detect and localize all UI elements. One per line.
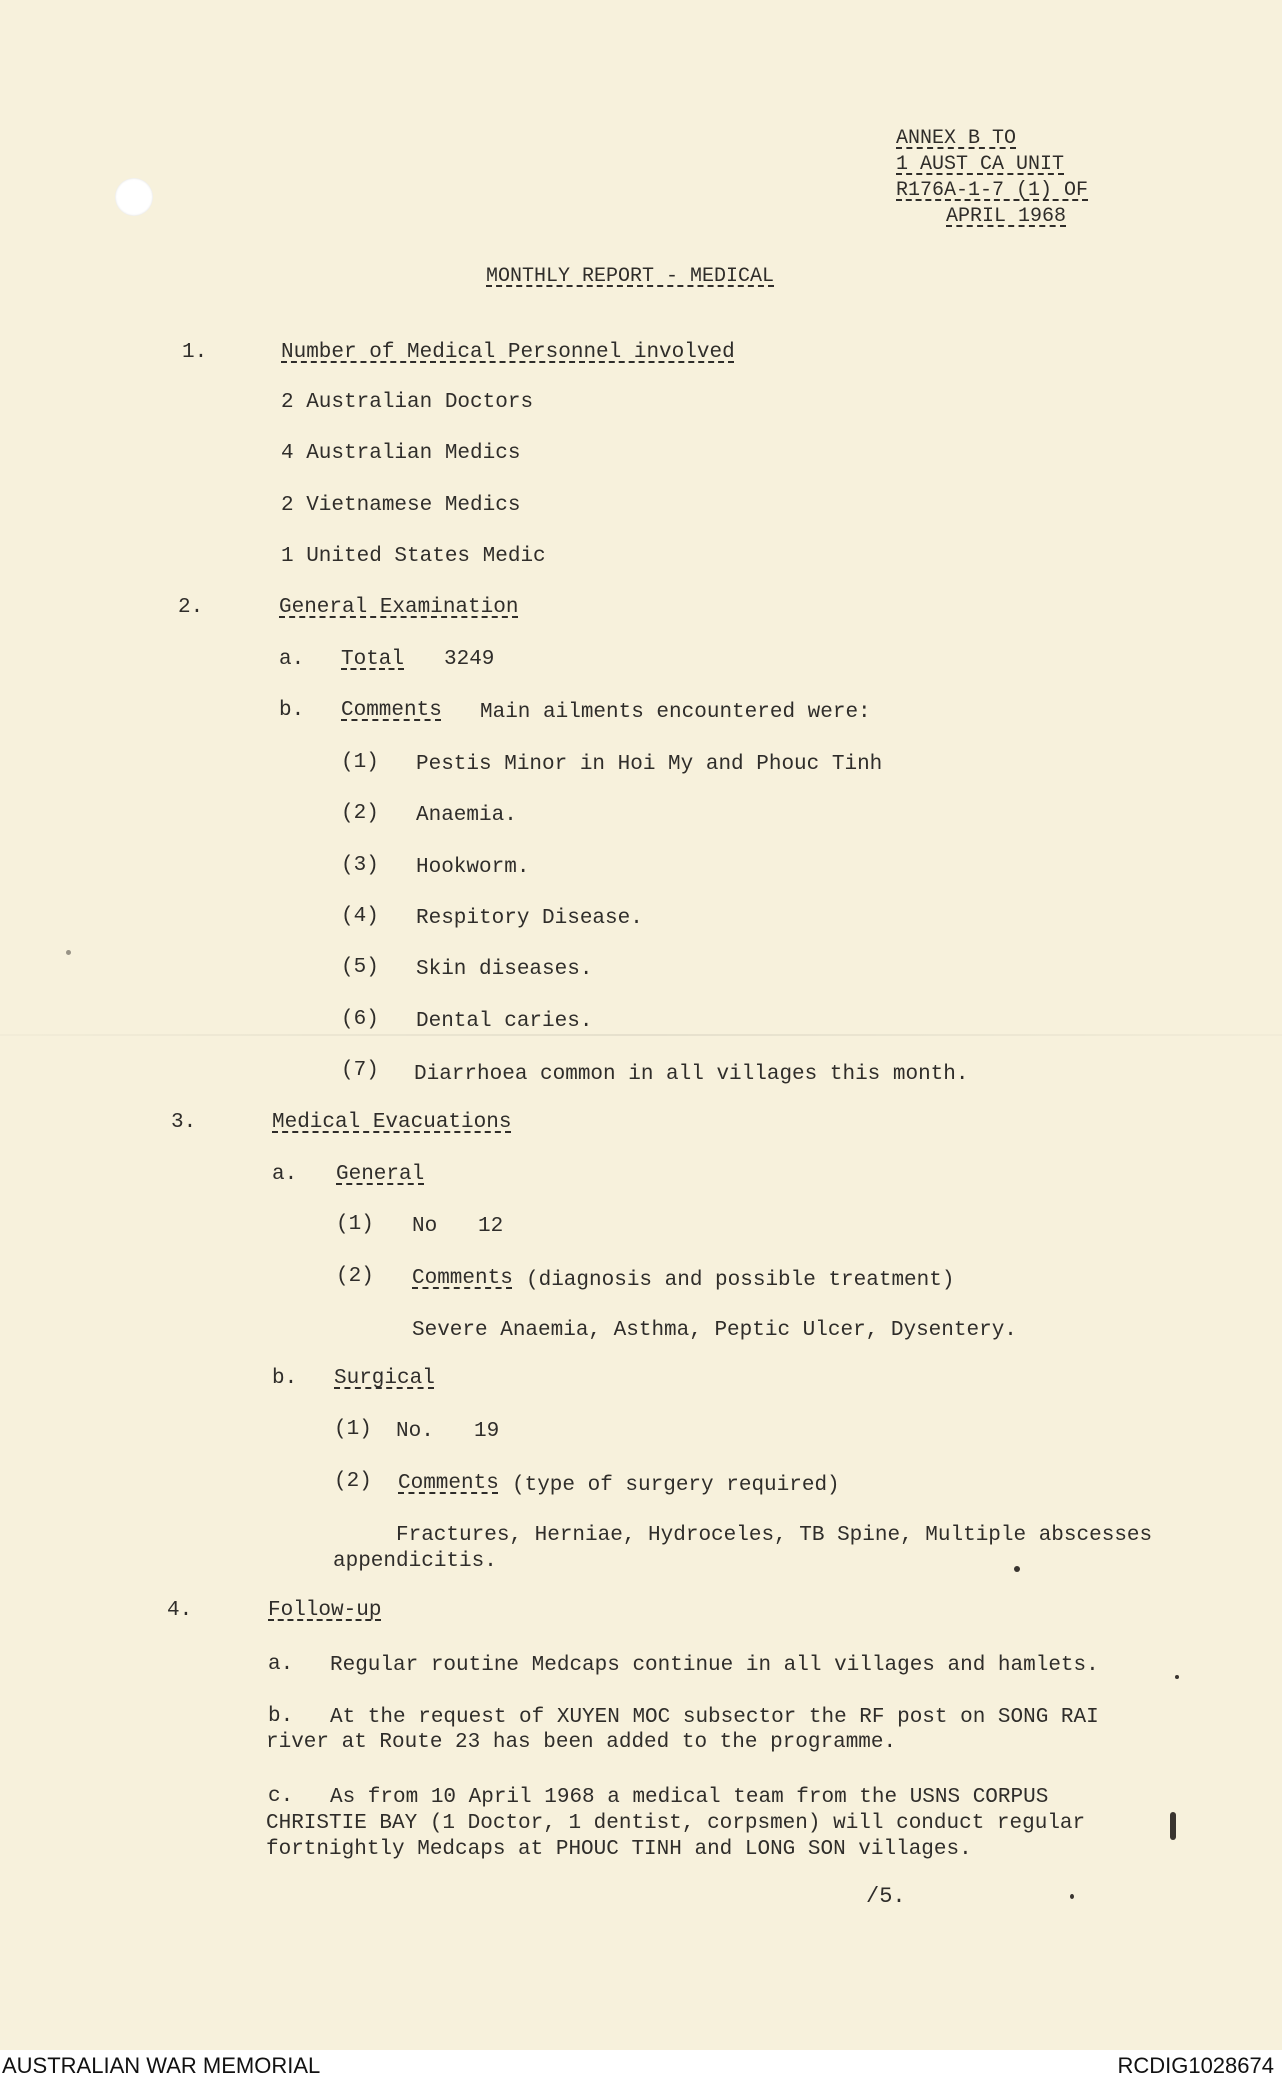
ailment-text: Pestis Minor in Hoi My and Phouc Tinh	[416, 753, 883, 776]
comments-text: (type of surgery required)	[512, 1474, 840, 1497]
ink-speck	[66, 950, 71, 955]
section-4-heading: Follow-up	[268, 1599, 382, 1622]
item-letter: b.	[279, 699, 305, 722]
item-letter: a.	[279, 648, 305, 671]
comments-label: Comments	[341, 699, 442, 722]
general-label: General	[336, 1163, 425, 1186]
ink-speck	[1070, 1894, 1074, 1899]
ailment-number: (7)	[341, 1059, 379, 1082]
no-label: No.	[396, 1420, 434, 1443]
ailment-text: Skin diseases.	[416, 958, 593, 981]
personnel-item: 2 Vietnamese Medics	[281, 494, 521, 517]
ailment-number: (4)	[341, 905, 379, 928]
ailment-number: (1)	[341, 751, 379, 774]
section-2-number: 2.	[178, 596, 204, 619]
surgical-detail: appendicitis.	[333, 1550, 497, 1573]
ailment-text: Hookworm.	[416, 856, 530, 879]
section-1-heading: Number of Medical Personnel involved	[281, 341, 735, 364]
ailment-text: Respitory Disease.	[416, 907, 643, 930]
section-2-heading: General Examination	[279, 596, 519, 619]
ailment-number: (2)	[341, 802, 379, 825]
no-label: No	[412, 1215, 438, 1238]
ailment-number: (5)	[341, 956, 379, 979]
item-letter: a.	[272, 1163, 298, 1186]
personnel-item: 4 Australian Medics	[281, 442, 521, 465]
follow-up-text: river at Route 23 has been added to the programme.	[266, 1731, 897, 1754]
section-3-heading: Medical Evacuations	[272, 1111, 512, 1134]
follow-up-text: Regular routine Medcaps continue in all villages and hamlets.	[330, 1654, 1099, 1677]
footer-source: AUSTRALIAN WAR MEMORIAL	[2, 2053, 321, 2078]
ailment-number: (6)	[341, 1008, 379, 1031]
total-label: Total	[341, 648, 405, 671]
punch-hole	[115, 178, 153, 216]
annex-line-4: APRIL 1968	[946, 205, 1067, 228]
follow-up-text: fortnightly Medcaps at PHOUC TINH and LONG SON villages.	[266, 1838, 972, 1861]
sub-item-number: (2)	[336, 1265, 374, 1288]
ailment-text: Diarrhoea common in all villages this month.	[414, 1063, 969, 1086]
section-3-number: 3.	[171, 1111, 197, 1134]
comments-text: (diagnosis and possible treatment)	[526, 1269, 955, 1292]
paper-fold-line	[0, 1034, 1282, 1036]
ink-mark	[1170, 1812, 1176, 1840]
follow-up-text: At the request of XUYEN MOC subsector the RF post on SONG RAI	[330, 1706, 1099, 1729]
ailment-number: (3)	[341, 854, 379, 877]
ink-speck	[1014, 1566, 1020, 1572]
sub-item-number: (2)	[334, 1470, 372, 1493]
sub-item-number: (1)	[336, 1213, 374, 1236]
ailment-text: Anaemia.	[416, 804, 517, 827]
comments-label: Comments	[398, 1472, 499, 1495]
personnel-item: 2 Australian Doctors	[281, 391, 534, 414]
item-letter: b.	[272, 1367, 298, 1390]
footer-id: RCDIG1028674	[1117, 2053, 1274, 2078]
general-no-value: 12	[478, 1215, 504, 1238]
item-letter: b.	[268, 1705, 294, 1728]
follow-up-text: As from 10 April 1968 a medical team from the USNS CORPUS	[330, 1786, 1049, 1809]
ink-speck	[1175, 1675, 1179, 1679]
section-4-number: 4.	[167, 1599, 193, 1622]
item-letter: c.	[268, 1785, 294, 1808]
page-title: MONTHLY REPORT - MEDICAL	[486, 265, 775, 288]
comments-text: Main ailments encountered were:	[480, 701, 871, 724]
total-value: 3249	[444, 648, 495, 671]
annex-line-1: ANNEX B TO	[896, 127, 1017, 150]
section-1-number: 1.	[182, 341, 208, 364]
follow-up-text: CHRISTIE BAY (1 Doctor, 1 dentist, corpsmen) will conduct regular	[266, 1812, 1086, 1835]
surgical-detail: Fractures, Herniae, Hydroceles, TB Spine, Multiple abscesses	[396, 1524, 1153, 1547]
page-marker: /5.	[866, 1884, 906, 1909]
ailment-text: Dental caries.	[416, 1010, 593, 1033]
sub-item-number: (1)	[334, 1418, 372, 1441]
general-detail: Severe Anaemia, Asthma, Peptic Ulcer, Dysentery.	[412, 1319, 1017, 1342]
surgical-label: Surgical	[334, 1367, 435, 1390]
surgical-no-value: 19	[474, 1420, 500, 1443]
item-letter: a.	[268, 1653, 294, 1676]
comments-label: Comments	[412, 1267, 513, 1290]
annex-line-2: 1 AUST CA UNIT	[896, 153, 1065, 176]
personnel-item: 1 United States Medic	[281, 545, 546, 568]
annex-line-3: R176A-1-7 (1) OF	[896, 179, 1089, 202]
